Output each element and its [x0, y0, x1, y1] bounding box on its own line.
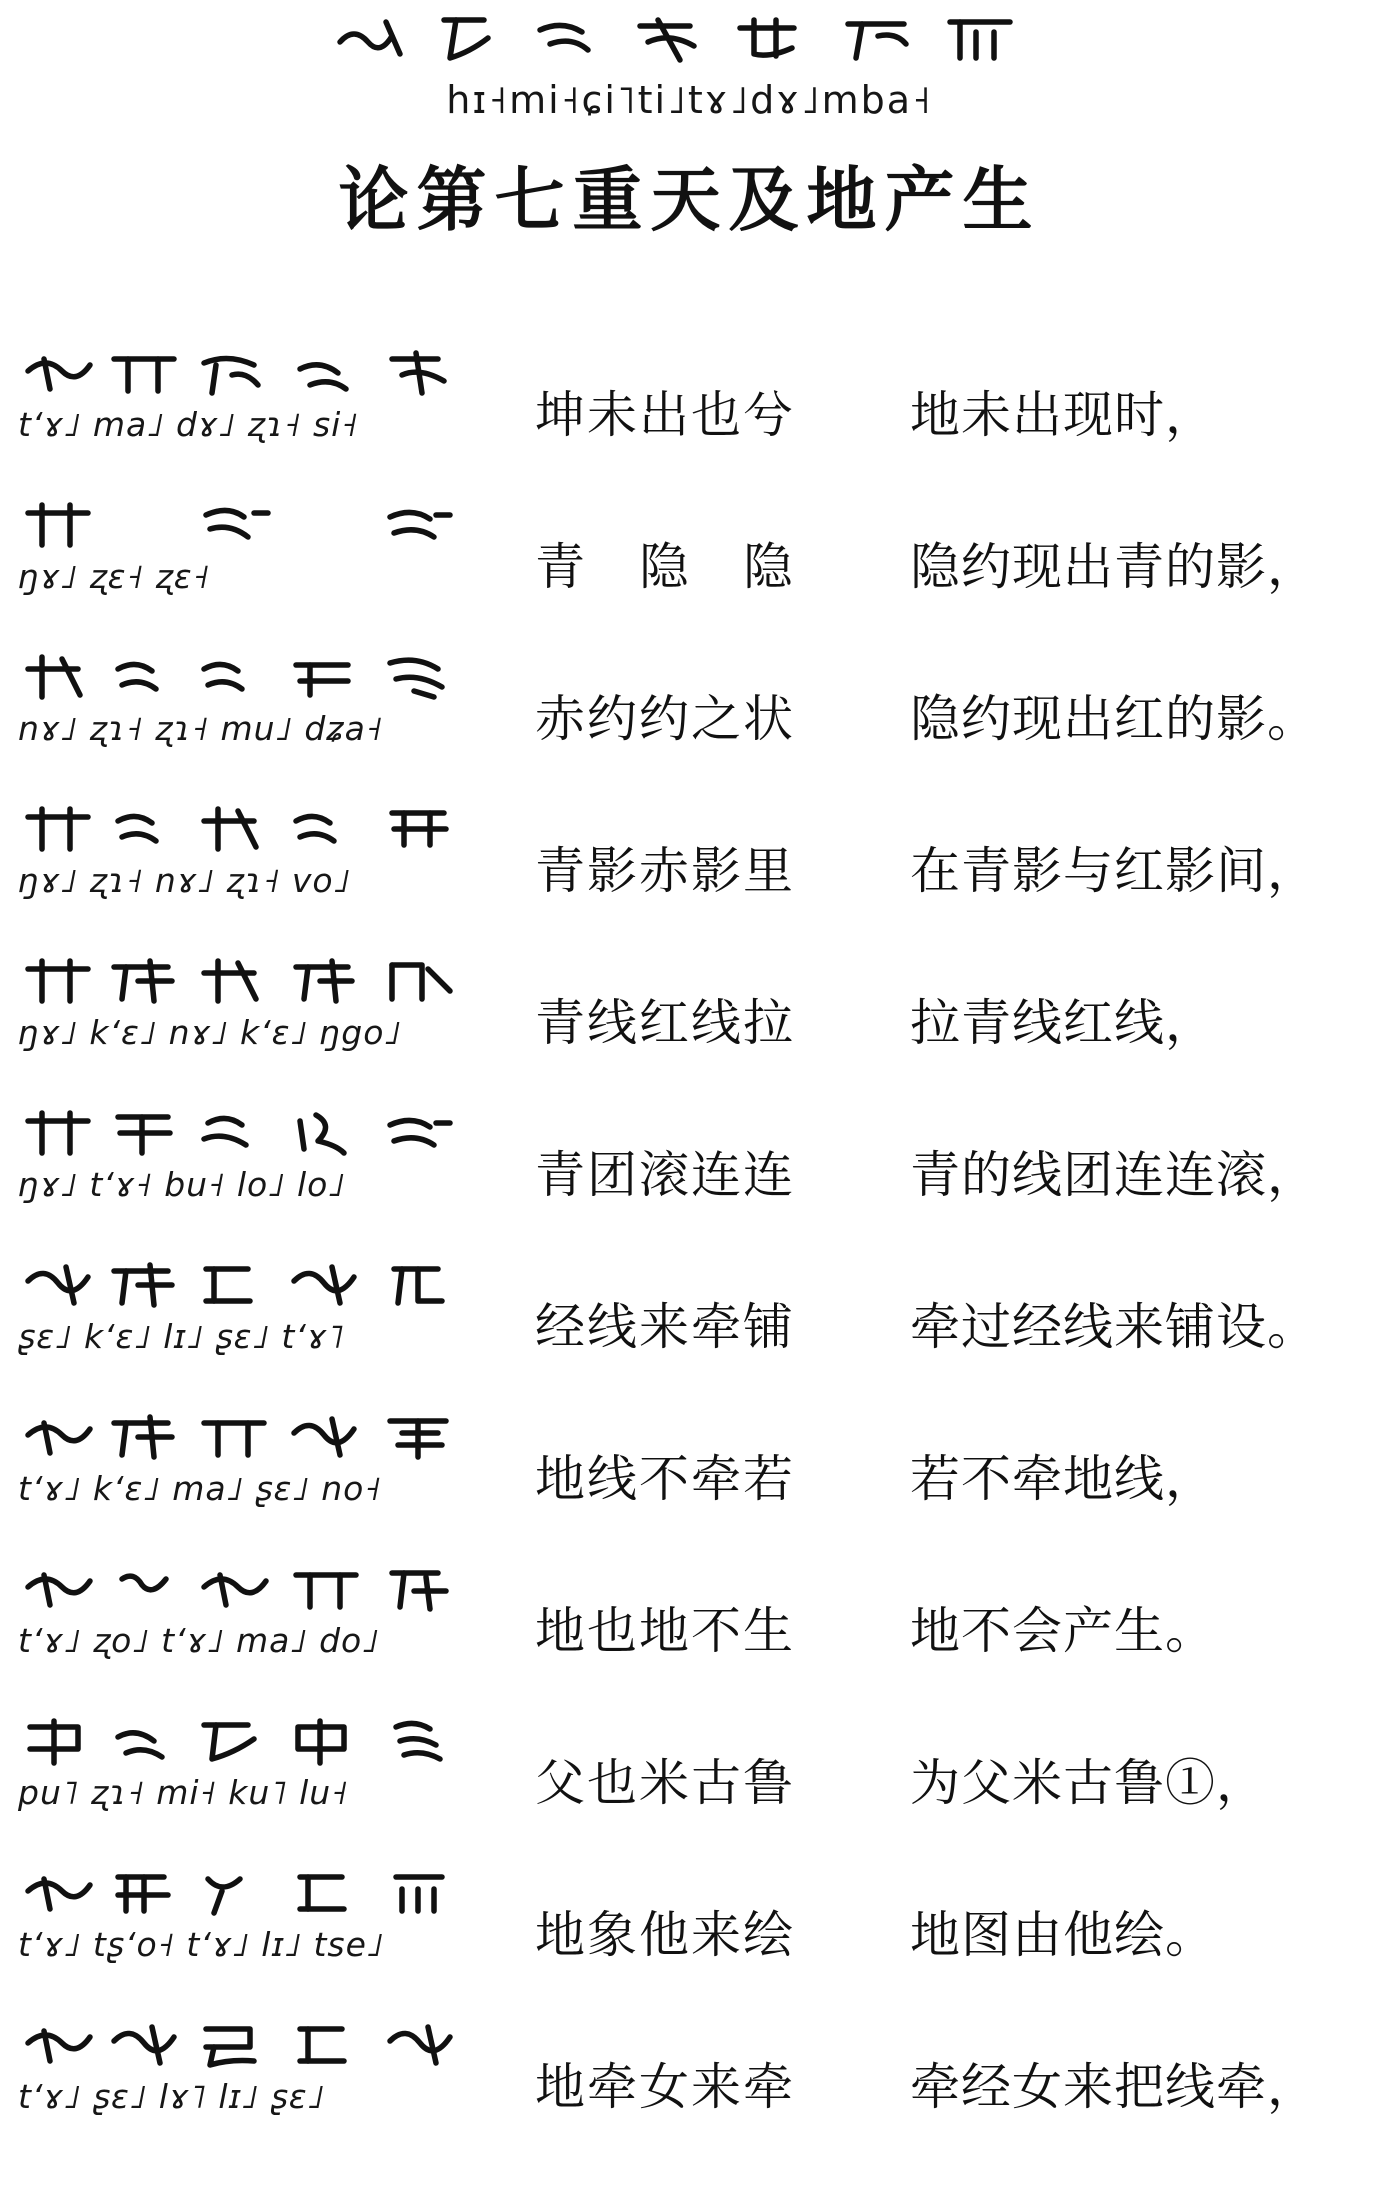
- verse-row: [0, 943, 1379, 1093]
- source-text: 青线红线拉: [535, 994, 795, 1052]
- translation-text: 青的线团连连滚，: [910, 1146, 1318, 1204]
- yi-script-line: [18, 493, 458, 555]
- source-text: 青影赤影里: [535, 842, 795, 900]
- translation-text: 地未出现时，: [910, 386, 1216, 444]
- source-text: 地线不牵若: [535, 1450, 795, 1508]
- yi-script-line: [18, 1101, 458, 1163]
- verse-row: [0, 639, 1379, 789]
- yi-script-line: [18, 2013, 458, 2075]
- source-text: 坤未出也兮: [535, 386, 795, 444]
- yi-script-line: [18, 341, 458, 403]
- verse-row: [0, 791, 1379, 941]
- verse-row: [0, 1247, 1379, 1397]
- verse-row: [0, 1095, 1379, 1245]
- source-text: 经线来牵铺: [535, 1298, 795, 1356]
- title-phonetic-transcription: hɪ˧mi˧ɕi˥ti˩tɤ˩dɤ˩mba˧: [446, 78, 933, 122]
- source-text: 青 隐 隐: [535, 538, 795, 596]
- phonetic-transcription: tʻɤ˩ kʻɛ˩ ma˩ ʂɛ˩ no˧: [18, 1469, 382, 1508]
- yi-script-line: [18, 1709, 458, 1771]
- phonetic-transcription: ŋɤ˩ kʻɛ˩ nɤ˩ kʻɛ˩ ŋgo˩: [18, 1013, 402, 1052]
- translation-text: 为父米古鲁①，: [910, 1754, 1267, 1812]
- yi-script-line: [18, 1861, 458, 1923]
- source-text: 地也地不生: [535, 1602, 795, 1660]
- source-text: 赤约约之状: [535, 690, 795, 748]
- yi-script-line: [18, 797, 458, 859]
- yi-script-line: [18, 1405, 458, 1467]
- translation-text: 隐约现出青的影，: [910, 538, 1318, 596]
- phonetic-transcription: tʻɤ˩ ʂɛ˩ lɤ˥ lɪ˩ ʂɛ˩: [18, 2077, 326, 2116]
- phonetic-transcription: tʻɤ˩ ʐo˩ tʻɤ˩ ma˩ do˩: [18, 1621, 380, 1660]
- yi-script-line: [18, 645, 458, 707]
- phonetic-transcription: nɤ˩ ʐɿ˧ ʐɿ˧ mu˩ dʑa˧: [18, 709, 384, 748]
- yi-script-title-glyphs: [330, 8, 1030, 70]
- source-text: 父也米古鲁: [535, 1754, 795, 1812]
- phonetic-transcription: ŋɤ˩ ʐɛ˧ ʐɛ˧: [18, 557, 210, 596]
- phonetic-transcription: pu˥ ʐɿ˧ mi˧ ku˥ lu˧: [18, 1773, 349, 1812]
- phonetic-transcription: ʂɛ˩ kʻɛ˩ lɪ˩ ʂɛ˩ tʻɤ˥: [18, 1317, 345, 1356]
- verse-row: [0, 1703, 1379, 1853]
- page-title: 论第七重天及地产生: [338, 158, 1041, 241]
- phonetic-transcription: ŋɤ˩ ʐɿ˧ nɤ˩ ʐɿ˧ vo˩: [18, 861, 351, 900]
- translation-text: 隐约现出红的影。: [910, 690, 1318, 748]
- source-text: 青团滚连连: [535, 1146, 795, 1204]
- verse-row: [0, 1855, 1379, 2005]
- verse-row: [0, 1551, 1379, 1701]
- source-text: 地牵女来牵: [535, 2058, 795, 2116]
- translation-text: 拉青线红线，: [910, 994, 1216, 1052]
- yi-script-line: [18, 1253, 458, 1315]
- verse-row: [0, 335, 1379, 485]
- verse-row: [0, 2007, 1379, 2157]
- translation-text: 若不牵地线，: [910, 1450, 1216, 1508]
- phonetic-transcription: tʻɤ˩ tʂʻo˧ tʻɤ˩ lɪ˩ tse˩: [18, 1925, 385, 1964]
- translation-text: 牵过经线来铺设。: [910, 1298, 1318, 1356]
- translation-text: 牵经女来把线牵，: [910, 2058, 1318, 2116]
- phonetic-transcription: ŋɤ˩ tʻɤ˧ bu˧ lo˩ lo˩: [18, 1165, 346, 1204]
- page-header: [0, 0, 1379, 240]
- yi-script-line: [18, 949, 458, 1011]
- yi-script-line: [18, 1557, 458, 1619]
- verse-row: [0, 1399, 1379, 1549]
- verse-row: [0, 487, 1379, 637]
- translation-text: 在青影与红影间，: [910, 842, 1318, 900]
- translation-text: 地不会产生。: [910, 1602, 1216, 1660]
- phonetic-transcription: tʻɤ˩ ma˩ dɤ˩ ʐɿ˧ si˧: [18, 405, 359, 444]
- translation-text: 地图由他绘。: [910, 1906, 1216, 1964]
- source-text: 地象他来绘: [535, 1906, 795, 1964]
